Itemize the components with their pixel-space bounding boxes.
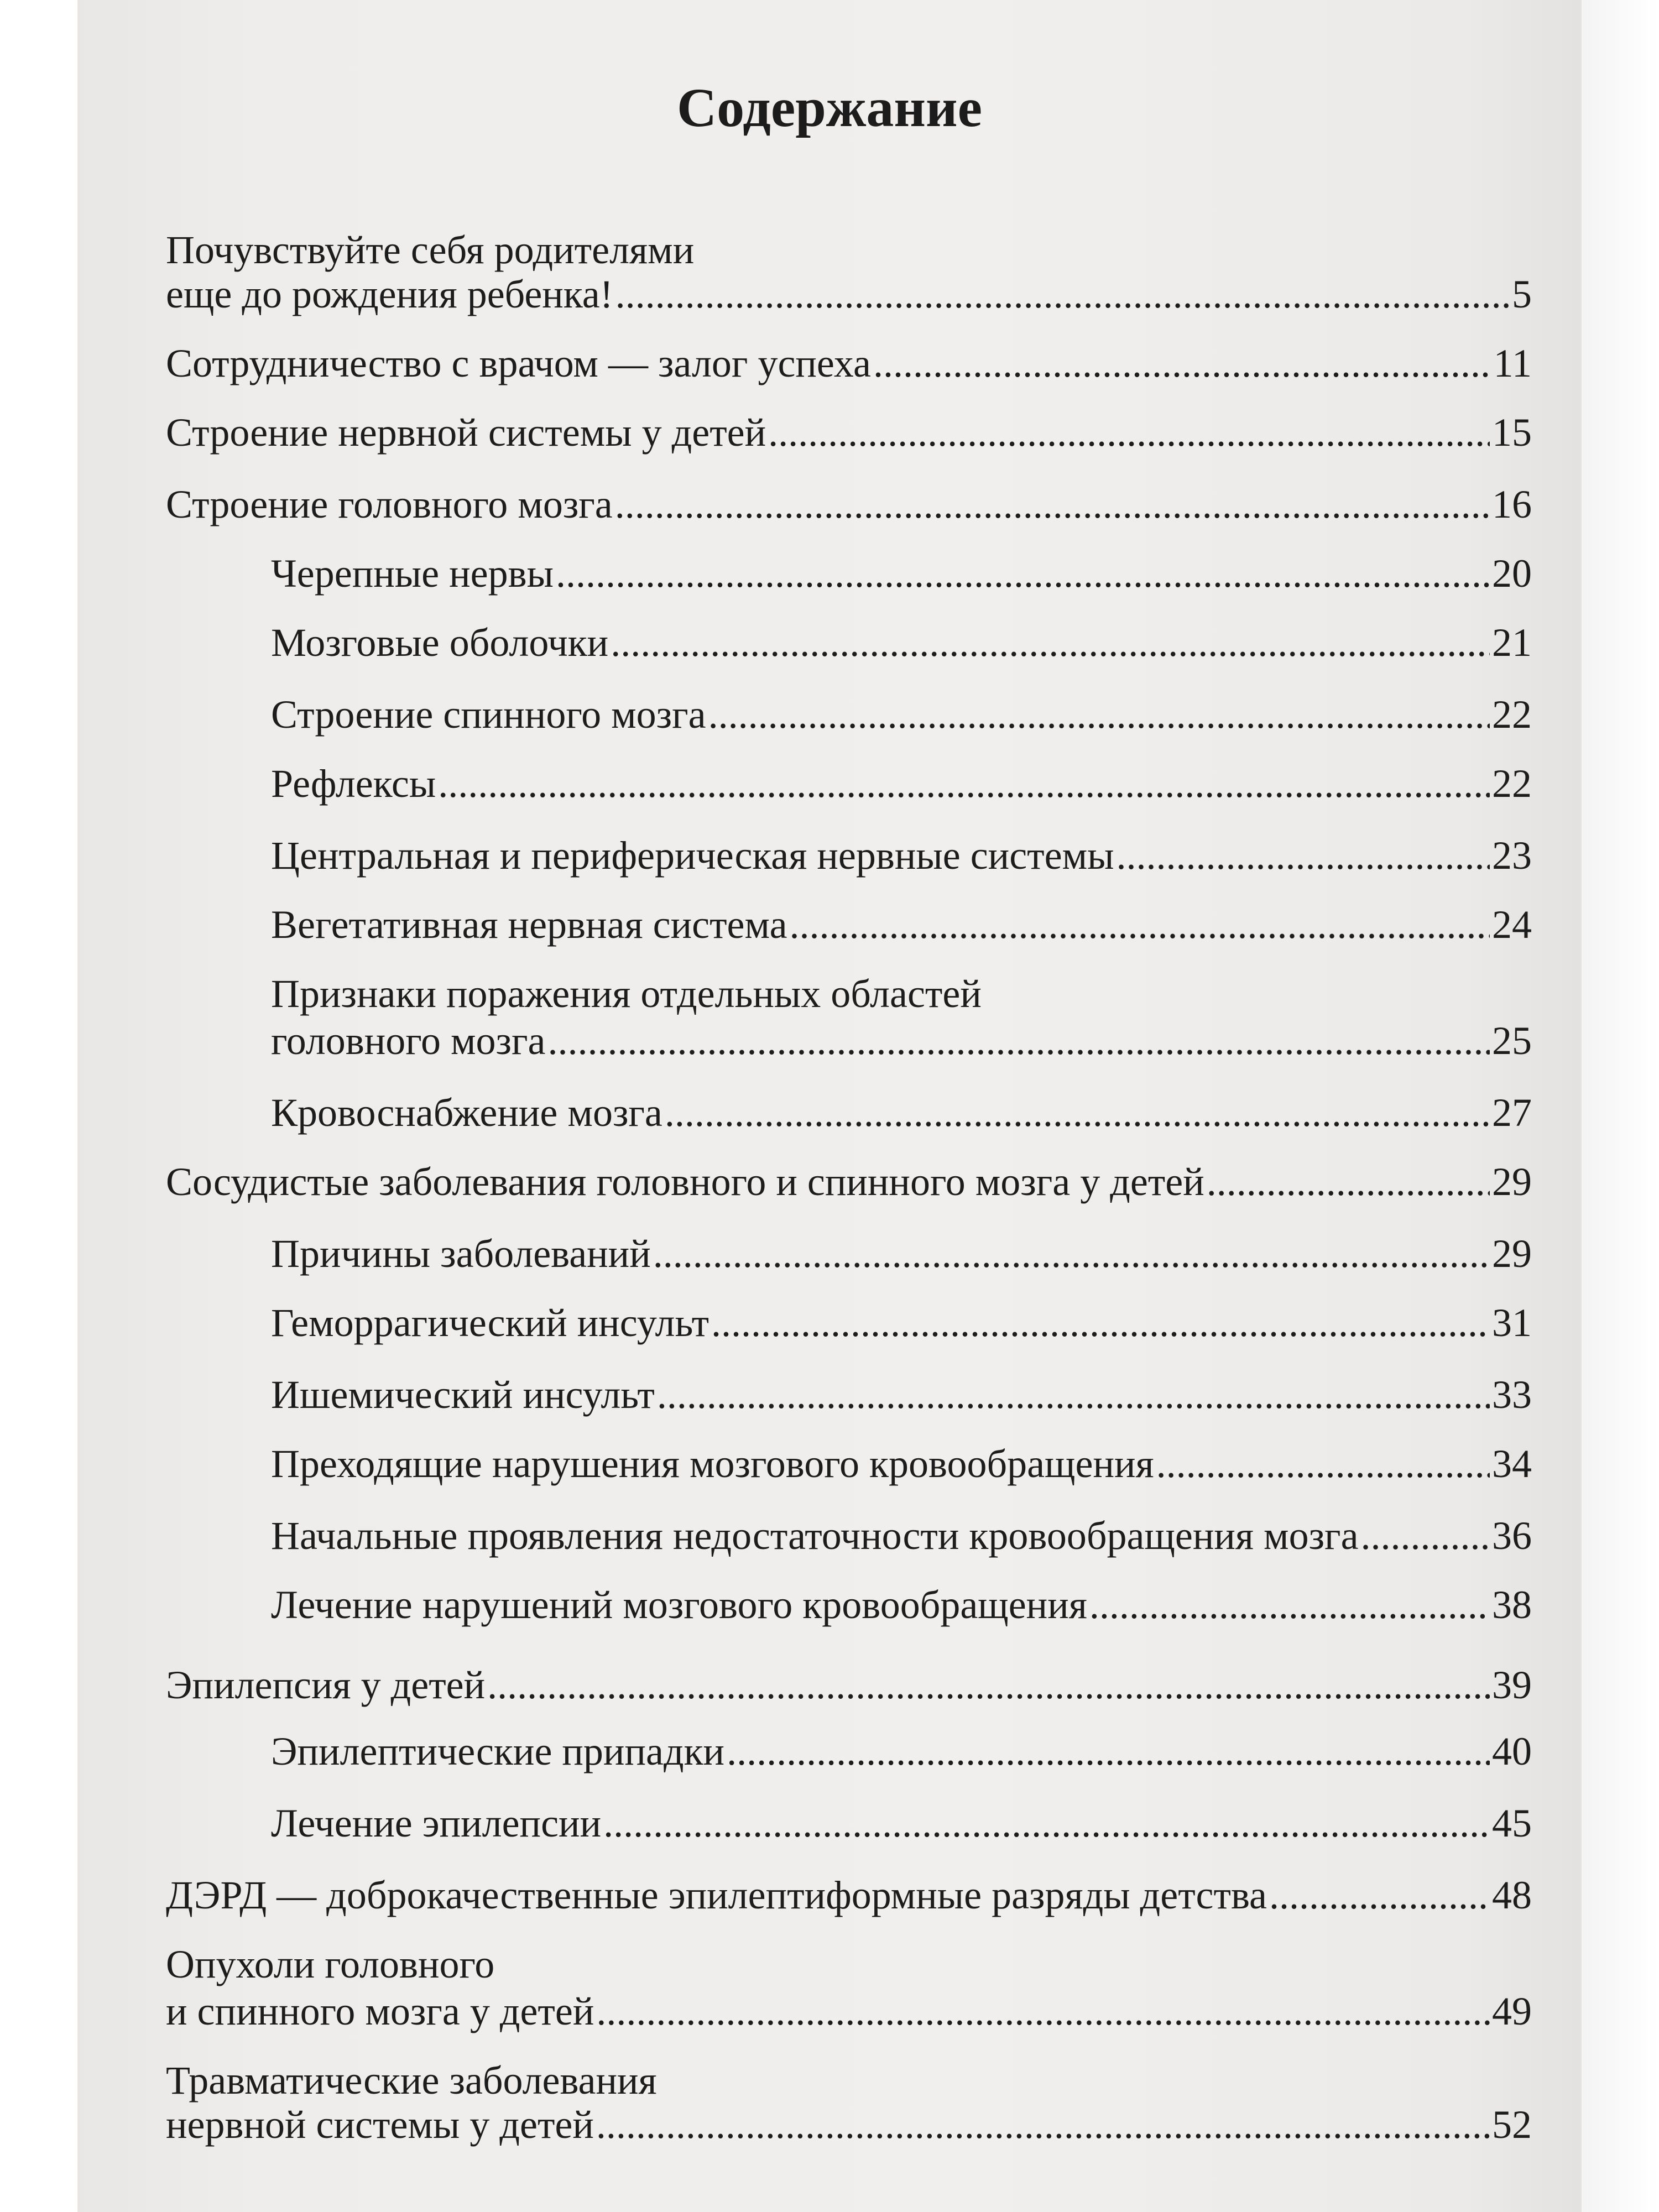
toc-entry-title: Геморрагический инсульт [271, 1301, 709, 1345]
toc-page-number: 27 [1492, 1091, 1532, 1135]
toc-page-number: 22 [1492, 692, 1532, 737]
toc-page-number: 33 [1492, 1373, 1532, 1417]
leader-dots [665, 1089, 1490, 1136]
toc-entry-title: Строение нервной системы у детей [166, 410, 766, 455]
toc-page-number: 39 [1492, 1663, 1532, 1707]
toc-page-number: 24 [1492, 902, 1532, 947]
leader-dots [556, 550, 1490, 597]
leader-dots [1089, 1582, 1490, 1628]
toc-entry-title: нервной системы у детей [166, 2103, 594, 2147]
toc-entry-line1: Почувствуйте себя родителями [166, 228, 695, 272]
toc-page-number: 23 [1492, 833, 1532, 878]
leader-dots [438, 760, 1490, 807]
toc-page-number: 21 [1492, 620, 1532, 665]
leader-dots [1117, 832, 1490, 879]
toc-entry[interactable] [166, 1872, 1532, 1918]
toc-entry[interactable] [166, 340, 1532, 387]
toc-page-number: 31 [1492, 1301, 1532, 1345]
toc-entry-title: Строение головного мозга [166, 482, 613, 526]
toc-entry[interactable] [271, 1371, 1532, 1418]
leader-dots [790, 901, 1490, 948]
toc-entry[interactable] [271, 691, 1532, 738]
leader-dots [727, 1728, 1490, 1775]
toc-page-number: 16 [1492, 482, 1532, 526]
toc-entry[interactable] [271, 1728, 1532, 1775]
leader-dots [1207, 1159, 1490, 1205]
toc-entry-title: Мозговые оболочки [271, 620, 609, 665]
toc-page-number: 22 [1492, 761, 1532, 806]
toc-entry-title: Центральная и периферическая нервные системы [271, 833, 1114, 878]
toc-entry-title: ДЭРД — доброкачественные эпилептиформные разряды детства [166, 1873, 1267, 1917]
leader-dots [611, 619, 1490, 666]
toc-entry[interactable] [271, 1441, 1532, 1487]
toc-entry-title: головного мозга [271, 1019, 546, 1063]
leader-dots [596, 2101, 1490, 2148]
leader-dots [711, 1300, 1490, 1346]
toc-entry[interactable] [271, 1089, 1532, 1136]
toc-page-number: 49 [1492, 1989, 1532, 2033]
toc-entry-title: Рефлексы [271, 761, 436, 806]
toc-page-number: 25 [1492, 1019, 1532, 1063]
leader-dots [1361, 1512, 1490, 1559]
leader-dots [603, 1800, 1490, 1846]
toc-entry-title: Лечение эпилепсии [271, 1801, 602, 1845]
toc-entry[interactable] [271, 1512, 1532, 1559]
toc-page-number: 11 [1493, 341, 1532, 385]
page-title: Содержание [676, 77, 983, 138]
toc-entry-title: Начальные проявления недостаточности кровообращения мозга [271, 1514, 1359, 1558]
toc-entry[interactable] [271, 1582, 1532, 1628]
toc-entry-title: Ишемический инсульт [271, 1373, 655, 1417]
leader-dots [657, 1371, 1490, 1418]
leader-dots [615, 481, 1490, 528]
toc-page-number: 29 [1492, 1160, 1532, 1204]
toc-entry[interactable] [271, 832, 1532, 879]
toc-page-number: 45 [1492, 1801, 1532, 1845]
leader-dots [1156, 1441, 1490, 1487]
toc-entry-title: Причины заболеваний [271, 1232, 651, 1276]
leader-dots [615, 271, 1510, 317]
toc-page-number: 38 [1492, 1583, 1532, 1627]
toc-entry[interactable] [166, 481, 1532, 528]
toc-entry[interactable] [271, 550, 1532, 597]
toc-page-number: 52 [1492, 2103, 1532, 2147]
toc-entry-title: Сотрудничество с врачом — залог успеха [166, 341, 871, 385]
leader-dots [873, 340, 1491, 387]
leader-dots [596, 1988, 1490, 2034]
leader-dots [708, 691, 1490, 738]
toc-entry[interactable] [271, 901, 1532, 948]
toc-entry-title: Строение спинного мозга [271, 692, 706, 737]
toc-entry-title: Преходящие нарушения мозгового кровообращения [271, 1442, 1154, 1486]
toc-entry-line1: Опухоли головного [166, 1942, 495, 1986]
toc-page-number: 29 [1492, 1232, 1532, 1276]
leader-dots [487, 1662, 1490, 1708]
toc-entry[interactable] [166, 1988, 1532, 2034]
toc-page-number: 36 [1492, 1514, 1532, 1558]
toc-entry[interactable] [271, 760, 1532, 807]
toc-page-number: 20 [1492, 551, 1532, 596]
toc-entry[interactable] [271, 1800, 1532, 1846]
toc-entry-title: Лечение нарушений мозгового кровообращения [271, 1583, 1087, 1627]
toc-entry-line1: Признаки поражения отдельных областей [271, 972, 982, 1016]
toc-entry[interactable] [166, 271, 1532, 317]
toc-entry[interactable] [166, 409, 1532, 456]
toc-entry-line1: Травматические заболевания [166, 2058, 657, 2103]
toc-entry-title: Сосудистые заболевания головного и спинного мозга у детей [166, 1160, 1204, 1204]
toc-entry[interactable] [271, 1230, 1532, 1277]
toc-page-number: 48 [1492, 1873, 1532, 1917]
leader-dots [547, 1018, 1490, 1064]
toc-entry-title: Эпилептические припадки [271, 1729, 725, 1773]
toc-entry-title: Эпилепсия у детей [166, 1663, 486, 1707]
toc-entry-title: еще до рождения ребенка! [166, 272, 613, 316]
leader-dots [768, 409, 1490, 456]
toc-entry-title: Кровоснабжение мозга [271, 1091, 662, 1135]
leader-dots [653, 1230, 1490, 1277]
toc-entry[interactable] [271, 1018, 1532, 1064]
toc-entry[interactable] [271, 1300, 1532, 1346]
toc-page-number: 34 [1492, 1442, 1532, 1486]
toc-entry[interactable] [166, 2101, 1532, 2148]
toc-entry[interactable] [166, 1159, 1532, 1205]
toc-page-number: 40 [1492, 1729, 1532, 1773]
leader-dots [1269, 1872, 1490, 1918]
toc-page-number: 5 [1512, 272, 1532, 316]
toc-entry-title: Черепные нервы [271, 551, 554, 596]
toc-entry-title: Вегетативная нервная система [271, 902, 787, 947]
toc-entry[interactable] [271, 619, 1532, 666]
toc-page-number: 15 [1492, 410, 1532, 455]
toc-entry-title: и спинного мозга у детей [166, 1989, 594, 2033]
toc-entry[interactable] [166, 1662, 1532, 1708]
